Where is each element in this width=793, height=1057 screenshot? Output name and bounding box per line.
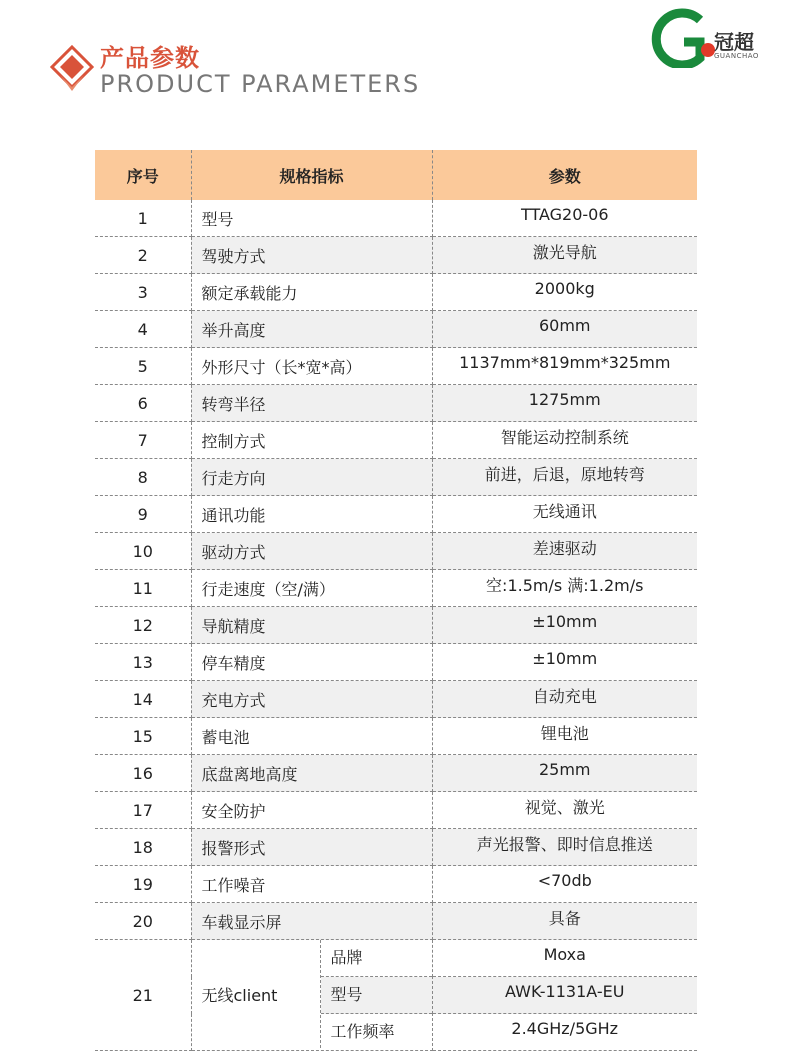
spec-name: 驾驶方式 (191, 237, 432, 274)
section-title-cn: 产品参数 (100, 44, 200, 72)
spec-value-cell (432, 311, 697, 348)
spec-value: 1275mm (528, 389, 601, 409)
row-number: 4 (95, 311, 191, 348)
row-number: 8 (95, 459, 191, 496)
spec-name: 驱动方式 (191, 533, 432, 570)
table-row (95, 348, 697, 385)
spec-name: 报警形式 (191, 829, 432, 866)
table-row (95, 607, 697, 644)
row-number: 21 (95, 940, 191, 1051)
spec-value-cell (432, 940, 697, 977)
row-number: 11 (95, 570, 191, 607)
spec-name: 控制方式 (191, 422, 432, 459)
spec-group-cell (191, 940, 432, 1051)
spec-value-cell (432, 237, 697, 274)
spec-value-cell (432, 274, 697, 311)
spec-name: 型号 (191, 200, 432, 237)
spec-name: 举升高度 (191, 311, 432, 348)
spec-value: 具备 (548, 908, 581, 928)
table-row (95, 681, 697, 718)
spec-value: 1137mm*819mm*325mm (459, 352, 671, 372)
spec-name: 底盘离地高度 (191, 755, 432, 792)
spec-value-cell (432, 903, 697, 940)
spec-value-cell (432, 829, 697, 866)
parameters-table (95, 150, 697, 1051)
spec-value-cell (432, 348, 697, 385)
diamond-logo-icon (50, 45, 94, 93)
spec-value: Moxa (543, 944, 586, 964)
table-row (95, 718, 697, 755)
table-row (95, 903, 697, 940)
table-row (95, 940, 697, 977)
row-number: 16 (95, 755, 191, 792)
table-row (95, 274, 697, 311)
spec-value-cell (432, 1014, 697, 1051)
spec-value-cell (432, 570, 697, 607)
column-header-spec: 规格指标 (191, 150, 432, 200)
spec-value: 锂电池 (540, 723, 589, 743)
spec-name: 工作噪音 (191, 866, 432, 903)
row-number: 2 (95, 237, 191, 274)
spec-value: 无线通讯 (532, 501, 597, 521)
sub-spec-name: 品牌 (321, 940, 432, 977)
table-row (95, 570, 697, 607)
spec-value-cell (432, 533, 697, 570)
row-number: 15 (95, 718, 191, 755)
spec-value: 自动充电 (532, 686, 597, 706)
spec-value: 25mm (538, 759, 591, 779)
table-row (95, 459, 697, 496)
spec-value-cell (432, 792, 697, 829)
row-number: 7 (95, 422, 191, 459)
row-number: 18 (95, 829, 191, 866)
spec-value: AWK-1131A-EU (505, 981, 625, 1001)
row-number: 10 (95, 533, 191, 570)
spec-value-cell (432, 866, 697, 903)
spec-value: 2000kg (534, 278, 595, 298)
spec-value: TTAG20-06 (520, 204, 609, 224)
table-row (95, 866, 697, 903)
spec-name: 行走方向 (191, 459, 432, 496)
spec-value: 智能运动控制系统 (500, 427, 629, 447)
row-number: 20 (95, 903, 191, 940)
table-row (95, 829, 697, 866)
table-row (95, 755, 697, 792)
table-row (95, 200, 697, 237)
row-number: 3 (95, 274, 191, 311)
spec-name: 行走速度（空/满） (191, 570, 432, 607)
spec-name: 无线client (192, 940, 321, 1048)
table-header-row (95, 150, 697, 200)
sub-spec-name: 型号 (321, 977, 432, 1014)
table-row (95, 385, 697, 422)
spec-value-cell (432, 755, 697, 792)
spec-value: 前进，后退，原地转弯 (484, 464, 645, 484)
spec-value: ±10mm (532, 611, 598, 631)
section-title-en: PRODUCT PARAMETERS (100, 70, 421, 98)
spec-name: 蓄电池 (191, 718, 432, 755)
spec-name: 额定承载能力 (191, 274, 432, 311)
spec-value-cell (432, 496, 697, 533)
row-number: 6 (95, 385, 191, 422)
spec-value-cell (432, 977, 697, 1014)
table-row (95, 644, 697, 681)
row-number: 1 (95, 200, 191, 237)
row-number: 19 (95, 866, 191, 903)
spec-value: <70db (537, 870, 592, 890)
spec-name: 导航精度 (191, 607, 432, 644)
spec-value: 声光报警、即时信息推送 (476, 834, 653, 854)
sub-spec-name: 工作频率 (330, 1022, 395, 1041)
spec-name: 安全防护 (191, 792, 432, 829)
spec-name: 停车精度 (191, 644, 432, 681)
table-row (95, 237, 697, 274)
row-number: 12 (95, 607, 191, 644)
spec-value: 空:1.5m/s 满:1.2m/s (486, 575, 644, 595)
spec-value: 激光导航 (532, 242, 597, 262)
spec-value-cell (432, 422, 697, 459)
spec-value: 2.4GHz/5GHz (511, 1018, 619, 1038)
spec-value: 差速驱动 (532, 538, 597, 558)
spec-value: ±10mm (532, 648, 598, 668)
spec-value-cell (432, 718, 697, 755)
table-row (95, 422, 697, 459)
row-number: 17 (95, 792, 191, 829)
row-number: 14 (95, 681, 191, 718)
spec-value: 60mm (538, 315, 591, 335)
spec-value-cell (432, 459, 697, 496)
table-row (95, 533, 697, 570)
spec-value-cell (432, 681, 697, 718)
table-row (95, 311, 697, 348)
spec-value-cell (432, 644, 697, 681)
brand-name-cn: 冠超 (714, 30, 754, 54)
spec-name: 转弯半径 (191, 385, 432, 422)
spec-name: 充电方式 (191, 681, 432, 718)
column-header-no: 序号 (95, 150, 191, 200)
spec-value-cell (432, 200, 697, 237)
row-number: 13 (95, 644, 191, 681)
spec-name: 通讯功能 (191, 496, 432, 533)
row-number: 5 (95, 348, 191, 385)
spec-name: 车载显示屏 (191, 903, 432, 940)
table-row (95, 496, 697, 533)
table-row (95, 792, 697, 829)
spec-name: 外形尺寸（长*宽*高） (191, 348, 432, 385)
brand-name-en: GUANCHAO (714, 52, 759, 60)
spec-value-cell (432, 385, 697, 422)
row-number: 9 (95, 496, 191, 533)
spec-value-cell (432, 607, 697, 644)
column-header-value: 参数 (432, 150, 697, 200)
spec-value: 视觉、激光 (524, 797, 605, 817)
